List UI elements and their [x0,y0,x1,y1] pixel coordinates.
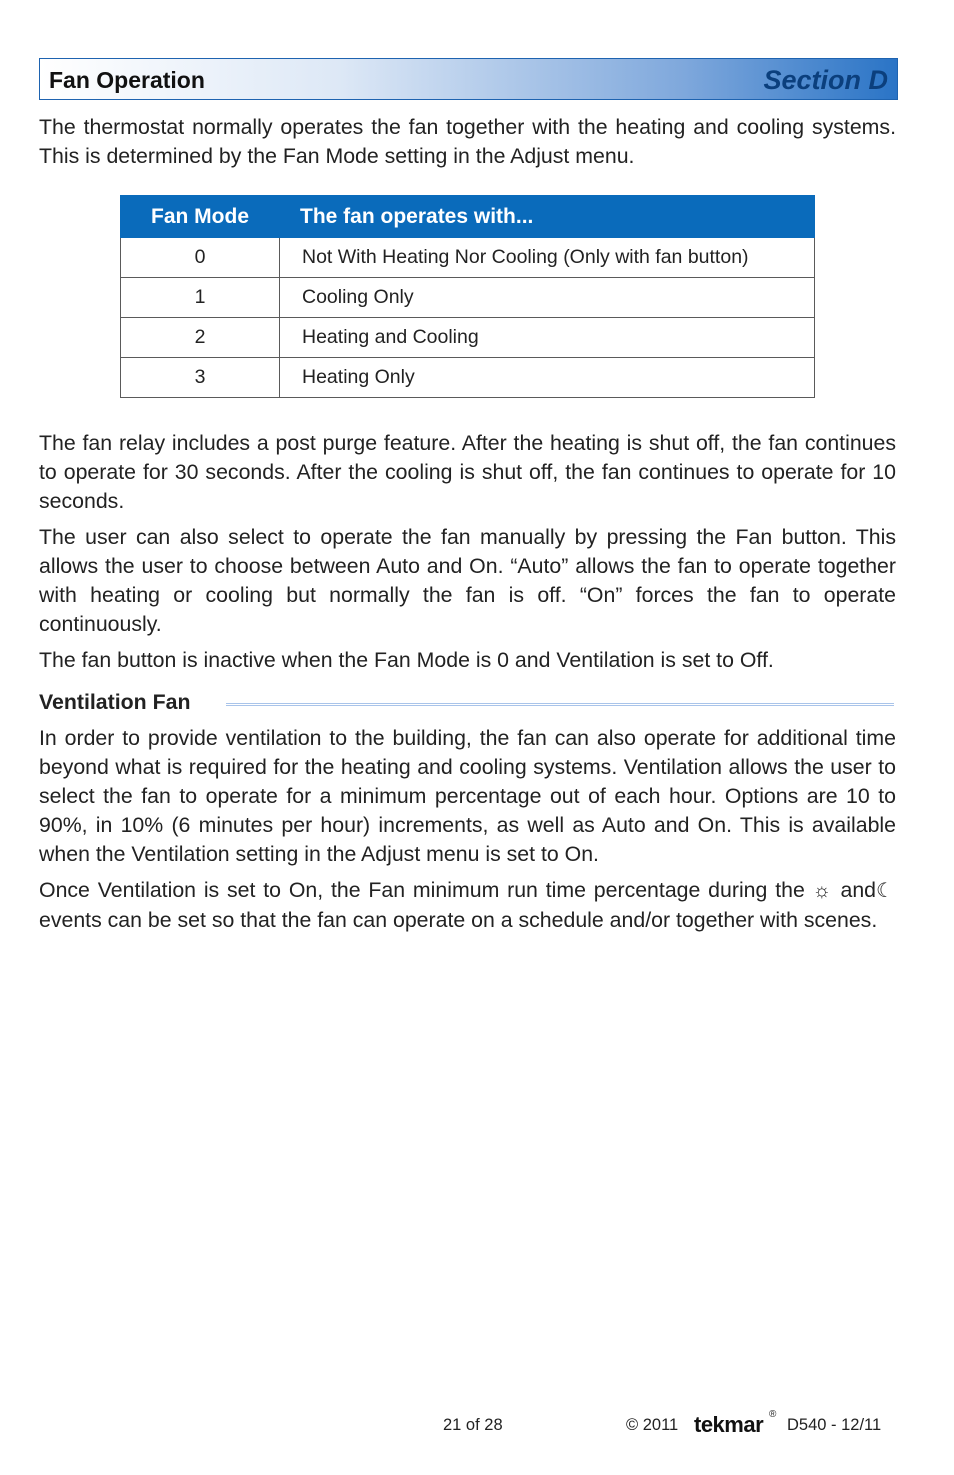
fan-mode-value: 2 [121,318,280,358]
events-text-start: Once Ventilation is set to On, the Fan minimum run time percentage during the [39,878,805,902]
heading-rule [226,703,894,706]
fan-mode-description: Not With Heating Nor Cooling (Only with fan button) [280,238,815,278]
fan-mode-description: Cooling Only [280,278,815,318]
sun-icon: ☼ [812,880,831,902]
table-row [121,318,815,358]
post-purge-paragraph: The fan relay includes a post purge feature. After the heating is shut off, the fan continues to operate for 30 seconds. After the cooling is shut off, the fan continues to operate for 10 seconds. [39,431,896,513]
table-row [121,358,815,398]
table-row [121,238,815,278]
column-header-fan-mode: Fan Mode [121,196,280,238]
page-title: Fan Operation [49,67,205,93]
table-row [121,278,815,318]
fan-mode-description: Heating Only [280,358,815,398]
fan-mode-table [120,195,815,398]
copyright: © 2011 [626,1416,679,1434]
section-header-bar [39,58,898,100]
table-header-row [121,196,815,238]
events-text-and: and [840,878,877,902]
intro-paragraph: The thermostat normally operates the fan together with the heating and cooling systems. This is determined by the Fan Mode setting in the Adjust menu. [39,115,896,168]
ventilation-fan-heading: Ventilation Fan [39,690,191,714]
registered-mark: ® [769,1409,777,1420]
tekmar-logo: tekmar [694,1412,764,1437]
document-code: D540 - 12/11 [787,1416,882,1434]
ventilation-events-paragraph [39,876,896,935]
fan-mode-value: 3 [121,358,280,398]
column-header-operates-with: The fan operates with... [280,196,815,238]
section-label: Section D [763,65,888,95]
ventilation-paragraph: In order to provide ventilation to the building, the fan can also operate for additional time beyond what is required for the heating and cooling systems. Ventilation allows the user to select the fan to operate for a minimum percentage out of each hour. Options are 10 to 90%, in 10% (6 minutes per hour) increments, as well as Auto and On. This is available when the Ventilation setting in the Adjust menu is set to On. [39,726,896,866]
fan-mode-value: 1 [121,278,280,318]
manual-fan-paragraph: The user can also select to operate the fan manually by pressing the Fan button. This allows the user to choose between Auto and On. “Auto” allows the fan to operate together with heating or cooling but normally the fan is off. “On” forces the fan to operate continuously. [39,525,896,636]
events-text-end: events can be set so that the fan can operate on a schedule and/or together with scenes. [39,908,878,932]
moon-icon: ☾ [876,880,894,902]
fan-button-paragraph: The fan button is inactive when the Fan Mode is 0 and Ventilation is set to Off. [39,648,774,672]
fan-mode-description: Heating and Cooling [280,318,815,358]
page-number: 21 of 28 [443,1416,503,1434]
fan-mode-value: 0 [121,238,280,278]
